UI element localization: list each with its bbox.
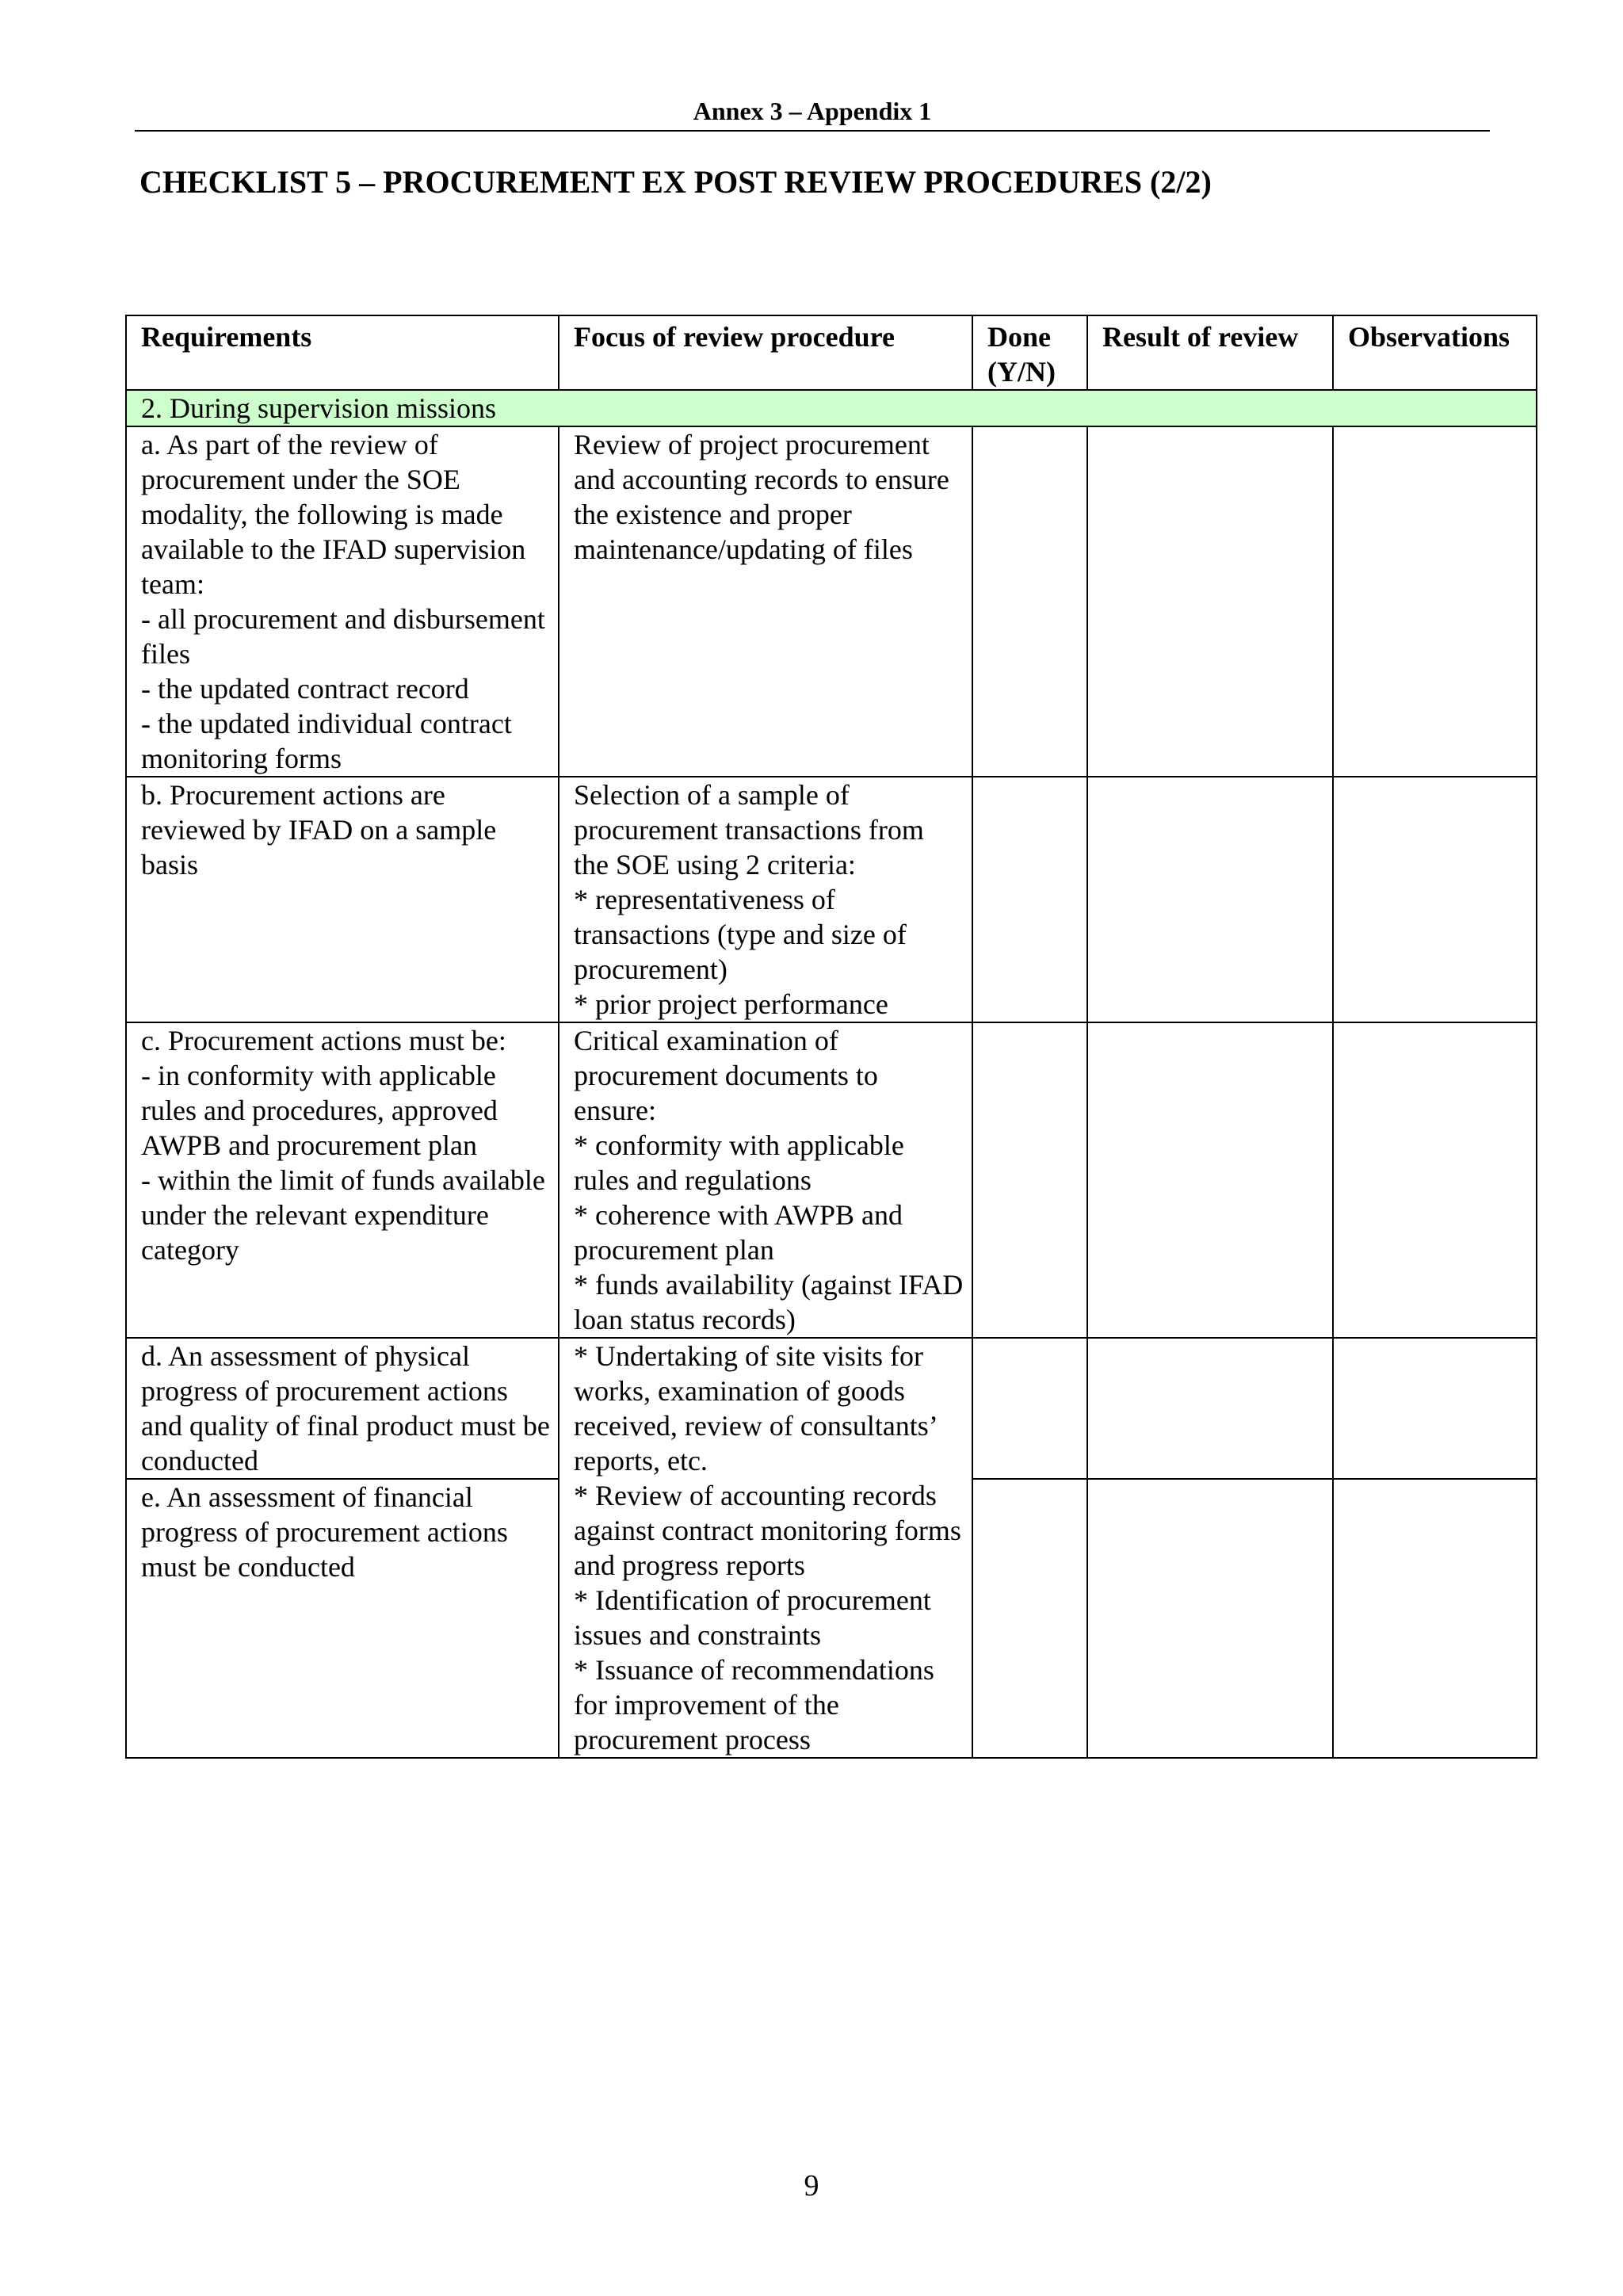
result-cell[interactable] <box>1087 1479 1333 1758</box>
focus-cell: Review of project procurement and accounting records to ensure the existence and proper maintenance/updating of files <box>559 426 972 777</box>
page-number: 9 <box>804 2169 819 2202</box>
annex-header: Annex 3 – Appendix 1 <box>693 97 932 125</box>
result-cell[interactable] <box>1087 777 1333 1022</box>
column-header-done: Done (Y/N) <box>972 315 1087 390</box>
result-cell[interactable] <box>1087 1338 1333 1479</box>
table-row <box>126 1022 1537 1338</box>
column-header-requirements: Requirements <box>126 315 559 390</box>
requirement-cell: e. An assessment of financial progress of procurement actions must be conducted <box>126 1479 559 1758</box>
page-title: CHECKLIST 5 – PROCUREMENT EX POST REVIEW PROCEDURES (2/2) <box>139 164 1212 200</box>
requirement-cell: b. Procurement actions are reviewed by IFAD on a sample basis <box>126 777 559 1022</box>
observations-cell[interactable] <box>1333 426 1537 777</box>
header-rule <box>135 130 1490 132</box>
table-header-row <box>126 315 1537 390</box>
focus-cell: Critical examination of procurement documents to ensure: * conformity with applicable rules and regulations * coherence with AWPB and procurement plan * funds availability (against IFAD loan status records) <box>559 1022 972 1338</box>
column-header-result: Result of review <box>1087 315 1333 390</box>
checklist-table <box>125 315 1537 1759</box>
requirement-cell: c. Procurement actions must be: - in conformity with applicable rules and procedures, approved AWPB and procurement plan - within the limit of funds available under the relevant expenditure category <box>126 1022 559 1338</box>
done-cell[interactable] <box>972 1479 1087 1758</box>
observations-cell[interactable] <box>1333 1338 1537 1479</box>
requirement-cell: d. An assessment of physical progress of procurement actions and quality of final product must be conducted <box>126 1338 559 1479</box>
observations-cell[interactable] <box>1333 1022 1537 1338</box>
observations-cell[interactable] <box>1333 1479 1537 1758</box>
section-heading: 2. During supervision missions <box>126 390 1537 426</box>
column-header-observations: Observations <box>1333 315 1537 390</box>
section-row <box>126 390 1537 426</box>
table-row <box>126 777 1537 1022</box>
focus-cell-merged: * Undertaking of site visits for works, examination of goods received, review of consultants’ reports, etc. * Review of accounting records against contract monitoring forms and progress reports * Identification of procurement issues and constraints * Issuance of recommendations for improvement of the procurement process <box>559 1338 972 1758</box>
done-cell[interactable] <box>972 1338 1087 1479</box>
column-header-focus: Focus of review procedure <box>559 315 972 390</box>
result-cell[interactable] <box>1087 1022 1333 1338</box>
done-cell[interactable] <box>972 1022 1087 1338</box>
done-cell[interactable] <box>972 426 1087 777</box>
requirement-cell: a. As part of the review of procurement under the SOE modality, the following is made available to the IFAD supervision team: - all procurement and disbursement files - the updated contract record - the updated individual contract monitoring forms <box>126 426 559 777</box>
result-cell[interactable] <box>1087 426 1333 777</box>
done-cell[interactable] <box>972 777 1087 1022</box>
table-row <box>126 1338 1537 1479</box>
table-row <box>126 426 1537 777</box>
focus-cell: Selection of a sample of procurement transactions from the SOE using 2 criteria: * representativeness of transactions (type and size of procurement) * prior project performance <box>559 777 972 1022</box>
observations-cell[interactable] <box>1333 777 1537 1022</box>
